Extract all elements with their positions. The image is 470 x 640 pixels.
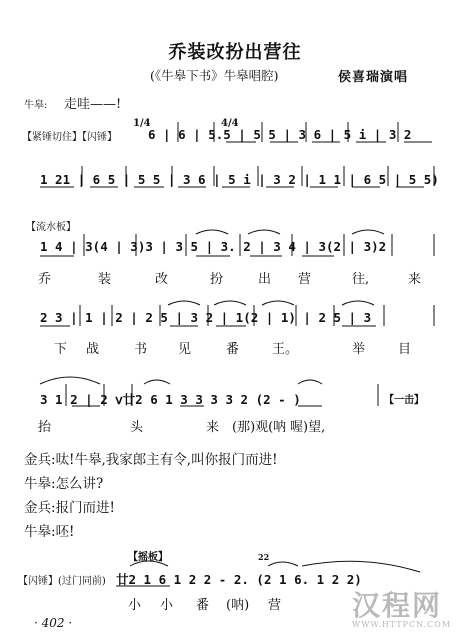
- row4-lyric-8: 目: [398, 342, 412, 357]
- row3-lyric-4: 扮: [210, 272, 224, 287]
- row3-lyric-6: 营: [298, 272, 312, 287]
- row5-lyric-3: 来: [206, 420, 220, 435]
- row1-notes: 6 | 6 | 5.5 | 5 5 | 3 6 | 5 i | 3 2: [148, 127, 412, 142]
- row4-notes: 2 3 | 1 | 2 | 2 5 | 3 2 | 1(2 | 1) | 2 5 | 3: [40, 310, 372, 325]
- dialogue-text: 怎么讲?: [55, 476, 104, 492]
- row3-lyric-8: 来: [408, 272, 422, 287]
- intro-call: 走哇——!: [64, 97, 122, 112]
- row5-lyric-4: (那)观(呐: [232, 420, 287, 435]
- row4-lyric-3: 书: [134, 342, 148, 357]
- row5-lyric-1: 抬: [38, 420, 52, 435]
- row4-lyric-1: 下: [54, 342, 68, 357]
- row3-tempo-mark: 【流水板】: [26, 222, 76, 233]
- final-lyric-2: 小: [160, 598, 174, 613]
- final-grace-notes: 22: [258, 552, 270, 562]
- row2-notes: 1 21 | 6 5 | 5 5 | 3 6 | 5 i | 3 2 | 1 1 | 6 5 | 5 5): [40, 172, 439, 187]
- row5-lyric-2: 头: [130, 420, 144, 435]
- page-number: · 402 ·: [34, 616, 73, 630]
- row4-lyric-4: 见: [178, 342, 192, 357]
- watermark-url: WWW.HTTPCN.COM: [352, 620, 452, 629]
- final-notes: 廿2 1 6 1 2 2 - 2. (2 1 6. 1 2 2): [116, 572, 362, 587]
- time-signature-4-4: 4/4: [221, 118, 239, 129]
- dialogue-speaker: 牛皋:: [24, 524, 56, 540]
- performer-credit: 侯喜瑞演唱: [338, 70, 409, 85]
- subtitle: (《牛皋下书》牛皋唱腔): [150, 68, 279, 83]
- dialogue-speaker: 牛皋:: [24, 476, 56, 492]
- row3-lyric-5: 出: [258, 272, 272, 287]
- watermark-logo: 汉程网: [352, 589, 443, 622]
- row5-end-mark: 【一击】: [384, 395, 424, 406]
- dialogue-text: 呔!牛皋,我家郎主有令,叫你报门而进!: [55, 452, 278, 468]
- intro-speaker: 牛皋:: [24, 100, 48, 111]
- row3-notes: 1 4 | 3(4 | 3)3 | 3 5 | 3. 2 | 3 4 | 3(2 | 3)2: [40, 239, 387, 254]
- time-signature-1-4: 1/4: [133, 118, 151, 129]
- row5-lyric-5: 喔)望,: [290, 420, 326, 435]
- dialogue-text: 呸!: [55, 524, 75, 540]
- row3-lyric-3: 改: [155, 272, 169, 287]
- row4-lyric-6: 王。: [272, 342, 299, 357]
- row3-lyric-1: 乔: [38, 272, 52, 287]
- row4-lyric-7: 举: [352, 342, 366, 357]
- dialogue-text: 报门而进!: [55, 500, 115, 516]
- row3-lyric-2: 装: [98, 272, 112, 287]
- final-percussion-marks: 【闪锤】(过门同前): [18, 576, 106, 587]
- row3-lyric-7: 往,: [352, 272, 370, 287]
- final-tempo-mark: 【摇板】: [128, 552, 168, 563]
- dialogue-speaker: 金兵:: [24, 500, 56, 516]
- final-lyric-5: 营: [268, 598, 282, 613]
- row1-percussion-marks: 【紧锤切住】【闪锤】: [22, 132, 117, 143]
- dialogue-speaker: 金兵:: [24, 452, 56, 468]
- row5-notes: 3 1 2 | 2 ⅴ廿2 6 1 3 3 3 3 2 (2 - ): [40, 392, 301, 407]
- page-title: 乔装改扮出营往: [168, 42, 302, 63]
- row4-lyric-2: 战: [86, 342, 100, 357]
- final-lyric-3: 番: [196, 598, 210, 613]
- final-lyric-1: 小: [128, 598, 142, 613]
- row4-lyric-5: 番: [226, 342, 240, 357]
- final-lyric-4: (呐): [226, 598, 250, 613]
